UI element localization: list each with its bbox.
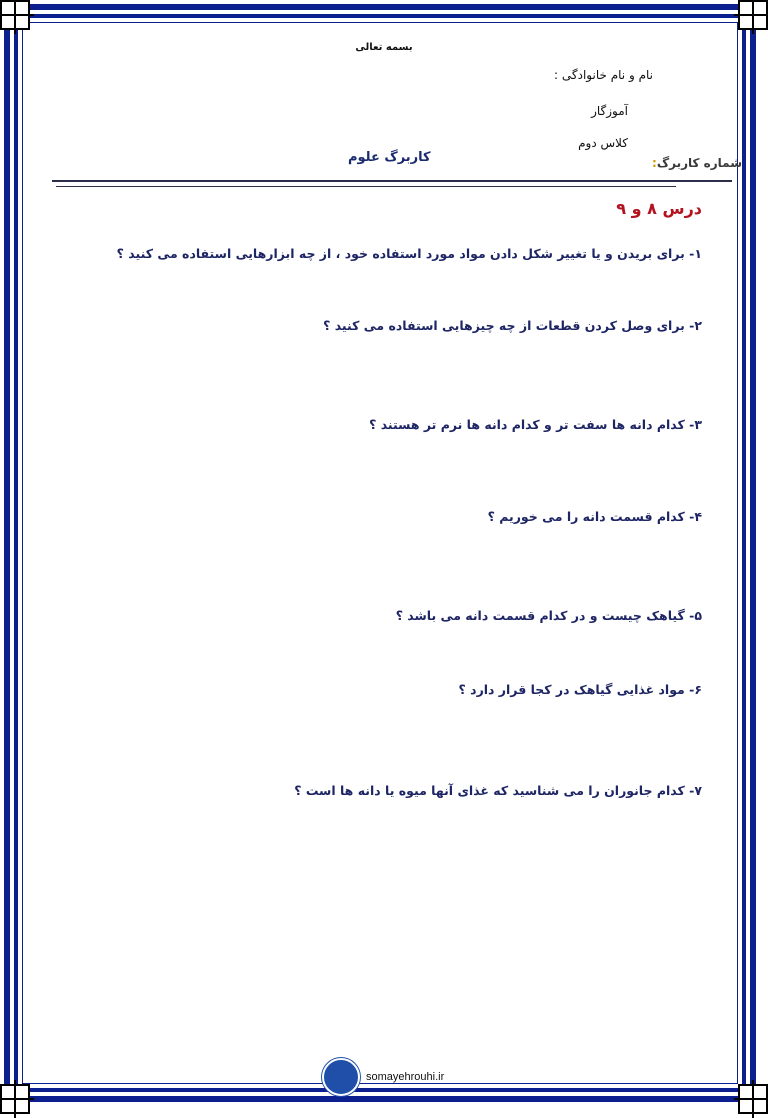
sheet-number-text: شماره کاربرگ: [656, 156, 742, 170]
header-divider-thin: [56, 186, 676, 187]
corner-ornament-top-right: [738, 0, 768, 30]
sheet-number-colon: :: [652, 156, 657, 170]
question-number: ۷-: [689, 783, 702, 798]
lesson-title: درس ۸ و ۹: [616, 199, 702, 218]
question-number: ۲-: [689, 318, 702, 333]
question-7: [294, 783, 702, 798]
student-name-label: نام و نام خانوادگی :: [554, 68, 653, 82]
question-number: ۴-: [689, 509, 702, 524]
question-6: [459, 682, 702, 697]
corner-ornament-top-left: [0, 0, 30, 30]
question-text: برای وصل کردن قطعات از چه چیزهایی استفاده می کنید ؟: [323, 318, 685, 333]
question-text: کدام دانه ها سفت تر و کدام دانه ها نرم تر هستند ؟: [369, 417, 685, 432]
question-1: [117, 246, 702, 261]
question-number: ۵-: [689, 608, 702, 623]
website-link[interactable]: somayehrouhi.ir: [366, 1071, 445, 1083]
question-text: گیاهک چیست و در کدام قسمت دانه می باشد ؟: [395, 608, 685, 623]
question-text: کدام جانوران را می شناسید که غذای آنها میوه یا دانه ها است ؟: [294, 783, 685, 798]
class-label: کلاس دوم: [578, 136, 628, 150]
question-4: [488, 509, 702, 524]
site-logo-icon: [322, 1058, 360, 1096]
question-number: ۶-: [689, 682, 702, 697]
bismillah-heading: بسمه تعالی: [355, 42, 413, 53]
corner-ornament-bottom-right: [738, 1084, 768, 1114]
question-number: ۱-: [689, 246, 702, 261]
footer-watermark: [322, 1058, 444, 1096]
header-divider: [52, 180, 732, 182]
question-text: برای بریدن و یا تغییر شکل دادن مواد مورد استفاده خود ، از چه ابزارهایی استفاده می کنید ؟: [116, 246, 685, 261]
sheet-number-label: [652, 156, 742, 170]
teacher-label: آموزگار: [591, 104, 628, 118]
question-number: ۳-: [689, 417, 702, 432]
corner-ornament-bottom-left: [0, 1084, 30, 1114]
question-text: مواد غذایی گیاهک در کجا قرار دارد ؟: [458, 682, 685, 697]
sheet-title: کاربرگ علوم: [348, 150, 431, 165]
question-5: [396, 608, 702, 623]
question-2: [323, 318, 702, 333]
question-3: [369, 417, 702, 432]
question-text: کدام قسمت دانه را می خوریم ؟: [487, 509, 685, 524]
